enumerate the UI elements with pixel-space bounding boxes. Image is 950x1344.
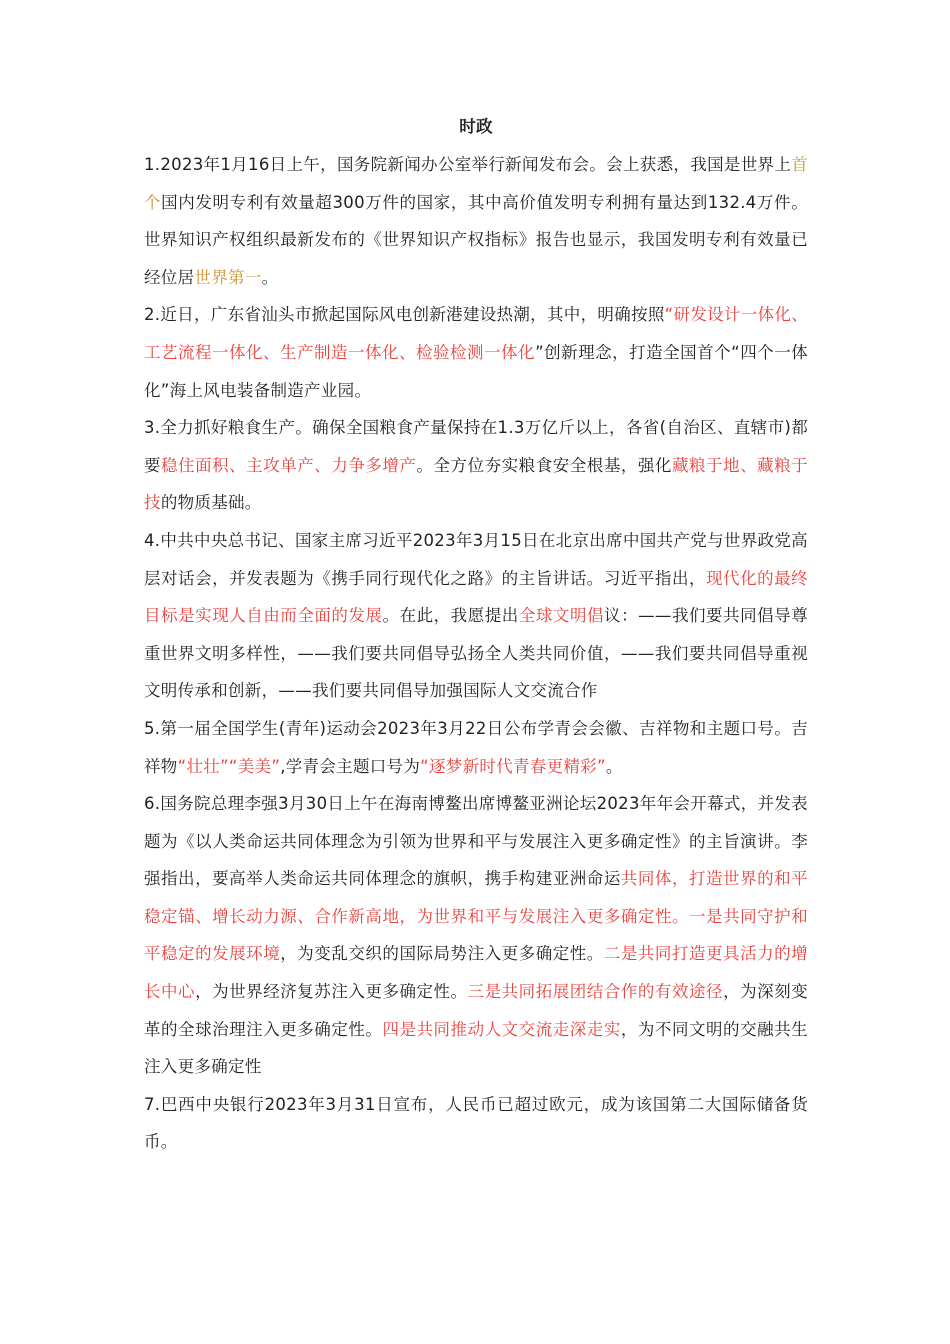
item-text: 6.国务院总理李强3月30日上午在海南博鳌出席博鳌亚洲论坛2023年年会开幕式，并发表题为《以人类命运共同体理念为引领为世界和平与发展注入更多确定性》的主旨演讲。李强指出，要高举人类命运共同体理念的旗帜，携手构建亚洲命运: [144, 794, 808, 889]
news-item: [144, 522, 808, 710]
item-text: 议：——我们要共同倡导尊重世界文明多样性，——我们要共同倡导弘扬全人类共同价值，——我们要共同倡导重视文明传承和创新，——我们要共同倡导加强国际人文交流合作: [144, 606, 809, 701]
highlighted-text: 稳住面积、主攻单产、力争多增产: [161, 455, 417, 475]
item-text: ”创新理念，打造全国首个“四个一体化”海上风电装备制造产业园。: [144, 342, 808, 400]
news-item: [144, 296, 808, 409]
item-text: ，为不同文明的交融共生注入更多确定性: [144, 1019, 808, 1077]
news-item-list: [144, 146, 808, 1161]
highlighted-text: 四是共同推动人文交流走深走实: [382, 1019, 621, 1039]
item-text: ，为变乱交织的国际局势注入更多确定性。: [280, 944, 604, 964]
highlighted-text: 藏粮于地、藏粮于技: [144, 455, 808, 513]
highlighted-text: 世界第一: [194, 267, 262, 287]
item-text: 。在此，我愿提出: [382, 606, 519, 626]
highlighted-text: 现代化的最终目标是实现人自由而全面的发展: [144, 568, 808, 626]
item-text: 4.中共中央总书记、国家主席习近平2023年3月15日在北京出席中国共产党与世界政党高层对话会，并发表题为《携手同行现代化之路》的主旨讲话。习近平指出，: [144, 530, 808, 588]
news-item: [144, 409, 808, 522]
highlighted-text: 首个: [144, 155, 808, 212]
item-text: 。全方位夯实粮食安全根基，强化: [416, 455, 672, 475]
document-body: [144, 112, 808, 1161]
news-item: [144, 710, 808, 785]
item-text: 的物质基础。: [160, 493, 262, 513]
highlighted-text: 三是共同拓展团结合作的有效途径: [467, 982, 724, 1002]
item-text: 。: [605, 756, 623, 776]
news-item: [144, 785, 808, 1086]
item-text: ，为世界经济复苏注入更多确定性。: [195, 982, 468, 1002]
highlighted-text: 二是共同打造更具活力的增长中心: [144, 944, 808, 1002]
item-text: 1.2023年1月16日上午，国务院新闻办公室举行新闻发布会。会上获悉，我国是世界上: [144, 155, 792, 174]
item-text: ,学青会主题口号为: [280, 756, 421, 776]
item-text: ，为深刻变革的全球治理注入更多确定性。: [144, 982, 808, 1039]
item-text: 7.巴西中央银行2023年3月31日宣布，人民币已超过欧元，成为该国第二大国际储备货币。: [144, 1094, 808, 1152]
highlighted-text: “壮壮”“美美”: [177, 756, 281, 776]
news-item: [144, 146, 808, 296]
item-text: 3.全力抓好粮食生产。确保全国粮食产量保持在1.3万亿斤以上，各省(自治区、直辖市)都要: [144, 418, 808, 475]
item-text: 2.近日，广东省汕头市掀起国际风电创新港建设热潮，其中，明确按照: [144, 305, 665, 325]
item-text: 5.第一届全国学生(青年)运动会2023年3月22日公布学青会会徽、吉祥物和主题口号。吉祥物: [144, 718, 808, 776]
highlighted-text: 共同体，打造世界的和平稳定锚、增长动力源、合作新高地，为世界和平与发展注入更多确定性。一是共同守护和平稳定的发展环境: [144, 869, 808, 964]
item-text: 国内发明专利有效量超300万件的国家，其中高价值发明专利拥有量达到132.4万件。世界知识产权组织最新发布的《世界知识产权指标》报告也显示，我国发明专利有效量已经位居: [144, 192, 808, 287]
document-title: 时政: [459, 117, 493, 136]
highlighted-text: “研发设计一体化、工艺流程一体化、生产制造一体化、检验检测一体化: [144, 305, 809, 362]
highlighted-text: “逐梦新时代青春更精彩”: [420, 756, 606, 776]
highlighted-text: 全球文明倡: [518, 606, 605, 626]
news-item: [144, 1086, 808, 1161]
item-text: 。: [261, 267, 279, 287]
